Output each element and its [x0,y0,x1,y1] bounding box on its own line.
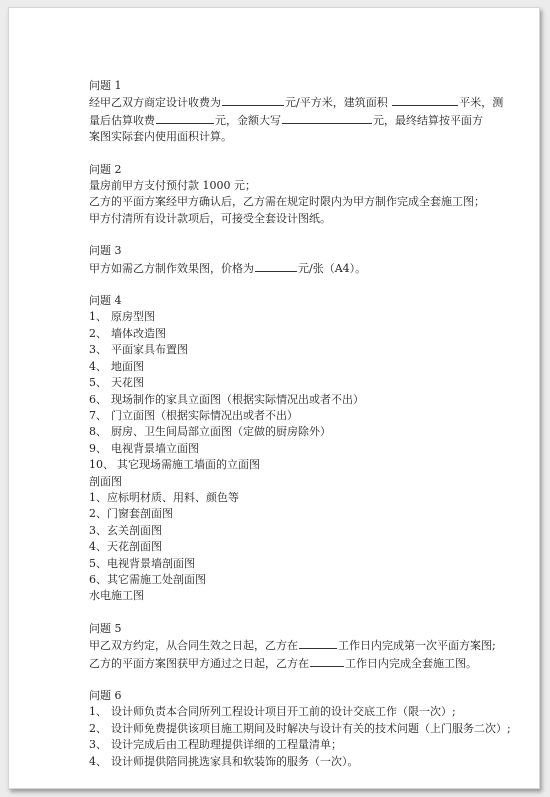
item-text: 其它现场需施工墙面的立面图 [117,458,260,472]
question-2-section [89,162,484,228]
section-list-item: 5、电视背景墙剖面图 [89,556,195,570]
item-number: 7、 [89,408,107,422]
item-text: 墙体改造图 [111,326,166,340]
item-number: 6、 [89,392,107,406]
question-5-line-1 [89,637,496,654]
item-number: 9、 [89,441,107,455]
service-list-item [89,704,484,720]
drawing-list-item [89,441,484,457]
question-2-line: 量房前甲方支付预付款 1000 元； [89,179,256,193]
section-list-item: 4、天花剖面图 [89,540,162,554]
amount-in-words-blank [282,112,372,124]
render-price-blank [255,260,297,272]
service-list-item [89,737,484,753]
item-number: 8、 [89,425,107,439]
item-text: 设计师提供陪同挑选家具和软装饰的服务（一次）。 [111,754,359,768]
item-text: 天花图 [111,376,144,390]
drawing-list-item [89,424,484,440]
fee-per-sqm-blank [222,94,284,106]
question-1-text-f: 元，最终结算按平面方 [373,113,483,127]
question-1-text-e: 元，金额大写 [215,113,281,127]
first-plan-days-blank [299,637,337,649]
question-4-section [89,293,484,605]
item-number: 1、 [89,705,107,719]
service-list-item [89,721,511,737]
question-3-text-b: 元/张（A4）。 [298,261,367,275]
question-6-section [89,688,511,770]
question-2-line: 乙方的平面方案经甲方确认后，乙方需在规定时限内为甲方制作完成全套施工图； [89,195,485,209]
item-text: 地面图 [111,359,144,373]
estimated-fee-blank [156,112,214,124]
drawing-list-item [89,326,484,342]
item-text: 设计完成后由工程助理提供详细的工程量清单； [111,738,342,752]
section-list-item: 2、门窗套剖面图 [89,507,173,521]
question-2-line: 甲方付清所有设计款项后，可接受全套设计图纸。 [89,211,331,225]
drawing-list-item [89,408,484,424]
drawing-list-item [89,375,484,391]
document-page [8,7,540,789]
question-1-text-a: 经甲乙双方商定设计收费为 [89,96,221,110]
document-body [89,78,511,786]
building-area-blank [392,94,458,106]
drawing-list-item [89,359,484,375]
question-1-text-d: 量后估算收费 [89,113,155,127]
section-subheading: 剖面图 [89,474,122,488]
item-number: 3、 [89,343,107,357]
item-number: 5、 [89,376,107,390]
question-3-heading: 问题 3 [89,244,122,258]
question-3-text-a: 甲方如需乙方制作效果图，价格为 [89,261,254,275]
question-5-text-b: 工作日内完成第一次平面方案图; [338,639,496,653]
item-number: 3、 [89,738,107,752]
item-number: 2、 [89,721,107,735]
item-text: 门立面图（根据实际情况出或者不出） [111,408,298,422]
service-list-item [89,754,484,770]
utility-drawing-label: 水电施工图 [89,589,144,603]
item-number: 4、 [89,754,107,768]
question-5-text-c: 乙方的平面方案图获甲方通过之日起，乙方在 [89,656,309,670]
question-3-section [89,243,484,277]
drawing-list-item [89,457,484,473]
item-text: 现场制作的家具立面图（根据实际情况出或者不出） [111,392,364,406]
item-number: 4、 [89,359,107,373]
section-list-item: 3、玄关剖面图 [89,523,162,537]
item-number: 2、 [89,326,107,340]
question-4-heading: 问题 4 [89,294,122,308]
question-6-heading: 问题 6 [89,689,122,702]
section-list-item: 6、其它需施工处剖面图 [89,572,206,586]
question-5-line-2 [89,655,484,672]
question-3-line [89,260,484,277]
item-text: 厨房、卫生间局部立面图（定做的厨房除外） [111,425,331,439]
question-1-text-b: 元/平方米，建筑面积 [285,96,388,110]
question-1-section [89,78,504,146]
item-number: 10、 [89,458,114,472]
question-1-heading: 问题 1 [89,79,122,92]
drawing-list-item [89,392,484,408]
question-5-text-d: 工作日内完成全套施工图。 [345,656,477,670]
question-1-text-c: 平米，测 [459,96,504,110]
construction-drawing-days-blank [310,655,344,667]
question-1-line-1 [89,94,504,111]
question-1-line-2 [89,112,484,129]
question-2-heading: 问题 2 [89,162,122,176]
question-5-heading: 问题 5 [89,621,122,635]
item-text: 电视背景墙立面图 [111,441,199,455]
drawing-list-item [89,342,484,358]
item-text: 设计师负责本合同所列工程设计项目开工前的设计交底工作（限一次）; [111,705,456,719]
question-5-section [89,621,496,672]
question-1-line-3: 案图实际套内使用面积计算。 [89,130,232,144]
item-text: 平面家具布置图 [111,343,188,357]
question-5-text-a: 甲乙双方约定，从合同生效之日起，乙方在 [89,639,298,653]
section-list-item: 1、应标明材质、用料、颜色等 [89,490,239,504]
drawing-list-item [89,309,484,325]
item-text: 设计师免费提供该项目施工期间及时解决与设计有关的技术问题（上门服务二次）; [111,721,511,735]
item-number: 1、 [89,310,107,324]
item-text: 原房型图 [111,310,155,324]
